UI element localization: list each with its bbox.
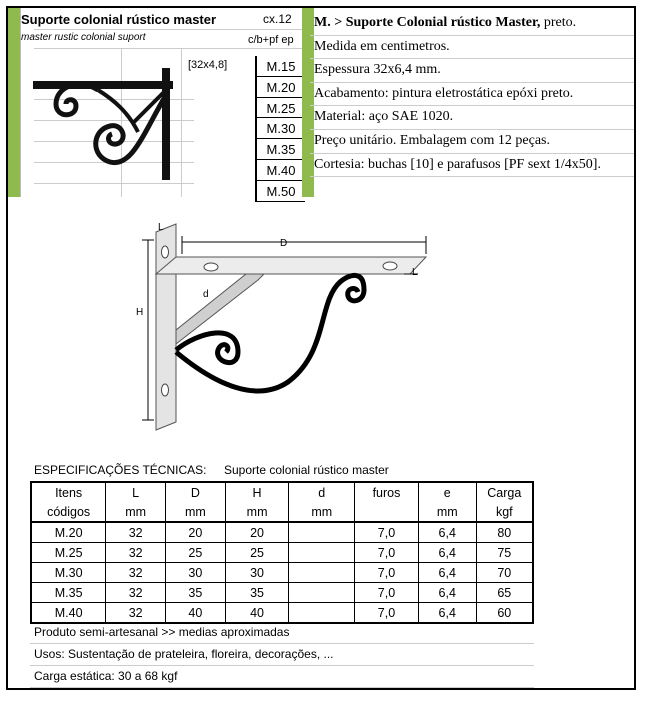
- table-cell: 32: [106, 522, 166, 543]
- description-line: Acabamento: pintura eletrostática epóxi preto.: [310, 83, 634, 107]
- table-cell: 6,4: [418, 522, 476, 543]
- note-line: Usos: Sustentação de prateleira, floreira, decorações, ...: [30, 644, 534, 666]
- unit-cell: kgf: [476, 502, 533, 522]
- pack-label: c/b+pf ep: [248, 34, 294, 46]
- bracket-photo: [32, 60, 182, 180]
- table-cell: 32: [106, 543, 166, 563]
- table-cell: 40: [166, 603, 226, 624]
- table-cell: 40: [225, 603, 289, 624]
- model-item: M.30: [255, 118, 305, 139]
- heading-rest: preto.: [540, 15, 577, 30]
- spec-section: [30, 459, 534, 624]
- table-cell: 32: [106, 583, 166, 603]
- heading-bold: M. > Suporte Colonial rústico Master,: [314, 15, 541, 30]
- table-cell: 65: [476, 583, 533, 603]
- description-heading: [310, 12, 634, 36]
- table-cell: [289, 583, 355, 603]
- description-line: Preço unitário. Embalagem com 12 peças.: [310, 130, 634, 154]
- table-cell: M.35: [31, 583, 106, 603]
- note-line: Carga estática: 30 a 68 kgf: [30, 666, 534, 688]
- table-row: [31, 522, 533, 543]
- label-L-right: L: [412, 267, 418, 278]
- mount-hole: [162, 384, 169, 396]
- card-grid-line: [34, 48, 314, 49]
- unit-cell: mm: [225, 502, 289, 522]
- spec-header: [30, 459, 534, 481]
- table-cell: 20: [225, 522, 289, 543]
- card-subtitle: master rustic colonial suport: [21, 32, 146, 43]
- table-cell: 80: [476, 522, 533, 543]
- table-cell: M.25: [31, 543, 106, 563]
- table-cell: 60: [476, 603, 533, 624]
- header-cell: Itens: [31, 482, 106, 502]
- header-cell: d: [289, 482, 355, 502]
- unit-cell: códigos: [31, 502, 106, 522]
- table-cell: 25: [166, 543, 226, 563]
- table-cell: 6,4: [418, 543, 476, 563]
- table-cell: 32: [106, 563, 166, 583]
- notes: [30, 622, 534, 688]
- table-cell: 35: [166, 583, 226, 603]
- label-d: d: [203, 289, 209, 300]
- model-item: M.50: [255, 181, 305, 202]
- description-line: Espessura 32x6,4 mm.: [310, 59, 634, 83]
- table-cell: [289, 543, 355, 563]
- note-line: Produto semi-artesanal >> medias aproximadas: [30, 622, 534, 644]
- unit-cell: [355, 502, 419, 522]
- table-cell: 7,0: [355, 583, 419, 603]
- table-row: [31, 543, 533, 563]
- model-list: [255, 56, 305, 202]
- label-L-top: L: [158, 222, 164, 233]
- table-cell: 35: [225, 583, 289, 603]
- table-row: [31, 583, 533, 603]
- header-cell: Carga: [476, 482, 533, 502]
- box-quantity: cx.12: [263, 12, 292, 26]
- table-row: [31, 563, 533, 583]
- mount-hole: [162, 246, 169, 258]
- table-cell: 7,0: [355, 603, 419, 624]
- header-cell: D: [166, 482, 226, 502]
- table-cell: 7,0: [355, 522, 419, 543]
- spec-label: ESPECIFICAÇÕES TÉCNICAS:: [34, 463, 207, 477]
- table-cell: 32: [106, 603, 166, 624]
- spec-product: Suporte colonial rústico master: [224, 463, 389, 477]
- label-H: H: [136, 307, 144, 318]
- card-title: Suporte colonial rústico master: [21, 12, 217, 27]
- card-grid-line: [34, 29, 314, 30]
- table-cell: 30: [225, 563, 289, 583]
- unit-cell: mm: [289, 502, 355, 522]
- table-cell: 20: [166, 522, 226, 543]
- description-line: Material: aço SAE 1020.: [310, 106, 634, 130]
- section-size: [32x4,8]: [188, 59, 228, 71]
- label-D: D: [280, 238, 288, 249]
- unit-cell: mm: [106, 502, 166, 522]
- model-item: M.35: [255, 139, 305, 160]
- unit-cell: mm: [166, 502, 226, 522]
- table-cell: M.40: [31, 603, 106, 624]
- table-row: [31, 603, 533, 624]
- table-cell: M.30: [31, 563, 106, 583]
- mount-hole: [383, 262, 397, 270]
- table-cell: 7,0: [355, 563, 419, 583]
- table-cell: 6,4: [418, 603, 476, 624]
- mount-hole: [204, 263, 218, 271]
- card-left-bar: [8, 8, 20, 197]
- product-description: [310, 12, 634, 177]
- model-item: M.15: [255, 56, 305, 77]
- header-cell: L: [106, 482, 166, 502]
- table-cell: 25: [225, 543, 289, 563]
- header-cell: H: [225, 482, 289, 502]
- table-cell: 6,4: [418, 583, 476, 603]
- table-cell: 30: [166, 563, 226, 583]
- model-item: M.40: [255, 160, 305, 181]
- header-cell: e: [418, 482, 476, 502]
- technical-diagram: [128, 212, 438, 437]
- table-cell: 6,4: [418, 563, 476, 583]
- table-cell: 70: [476, 563, 533, 583]
- description-line: Cortesia: buchas [10] e parafusos [PF sext 1/4x50].: [310, 154, 634, 178]
- table-cell: [289, 603, 355, 624]
- table-cell: [289, 563, 355, 583]
- model-item: M.20: [255, 77, 305, 98]
- header-cell: furos: [355, 482, 419, 502]
- unit-cell: mm: [418, 502, 476, 522]
- table-cell: M.20: [31, 522, 106, 543]
- table-cell: [289, 522, 355, 543]
- table-cell: 7,0: [355, 543, 419, 563]
- product-card: [8, 8, 296, 197]
- spec-table: [30, 481, 534, 624]
- model-item: M.25: [255, 98, 305, 119]
- card-grid-line: [34, 183, 194, 184]
- table-cell: 75: [476, 543, 533, 563]
- description-line: Medida em centimetros.: [310, 36, 634, 60]
